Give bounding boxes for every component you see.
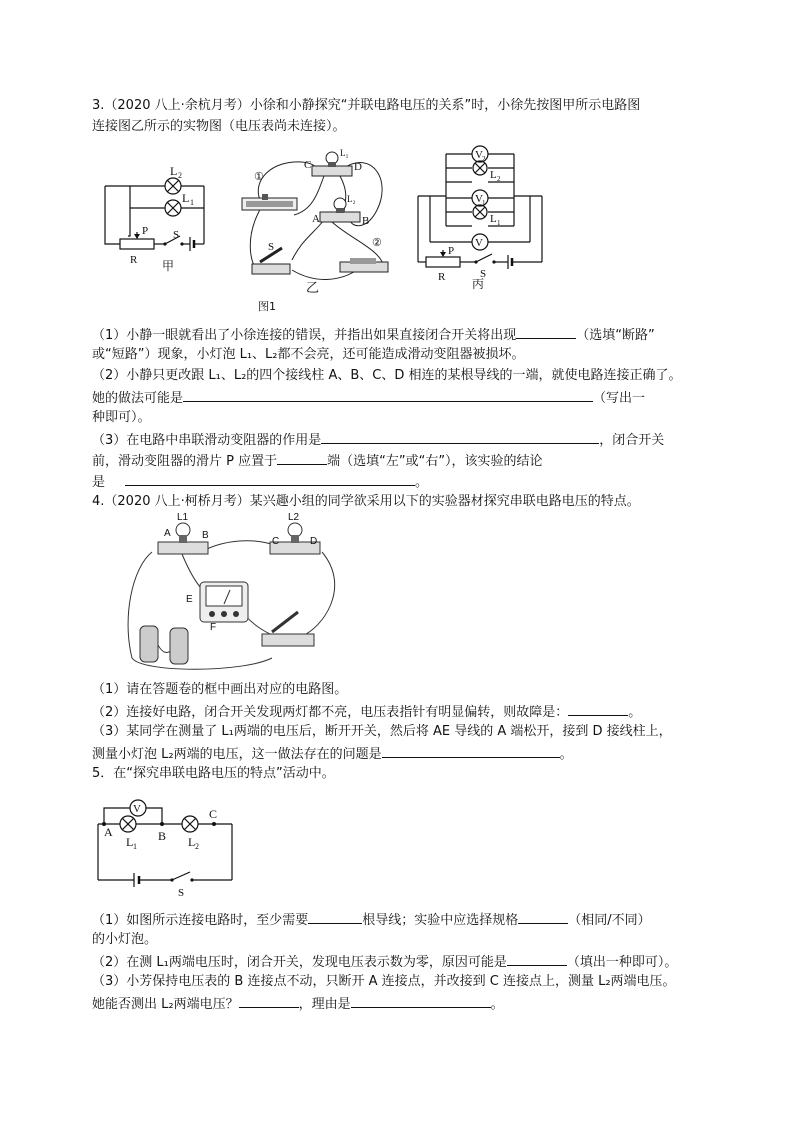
q3-part2-line2: 她的做法可能是 （写出一 <box>92 388 704 408</box>
jia-s-label: S <box>173 229 180 241</box>
q5-l1-sub: 1 <box>133 842 137 851</box>
figure1-caption: 图1 <box>258 300 276 313</box>
q3-title-line2: 连接图乙所示的实物图（电压表尚未连接）。 <box>92 119 346 134</box>
q5-answer-blank-2[interactable] <box>518 910 568 924</box>
q4-figure <box>122 508 342 676</box>
yi-a-label: A <box>312 213 320 225</box>
q5-answer-blank-3[interactable] <box>507 952 567 966</box>
q5-part3-line2: 她能否测出 L₂两端电压？ ，理由是 。 <box>92 994 704 1014</box>
q4-answer-blank-1[interactable] <box>568 702 628 716</box>
q4-a-label: A <box>164 528 171 539</box>
q4-answer-blank-2[interactable] <box>382 744 560 758</box>
q3-answer-blank-1[interactable] <box>516 325 576 339</box>
q3-figure-yi <box>232 140 402 315</box>
jia-p-label: P <box>142 225 149 237</box>
bing-caption: 丙 <box>472 277 485 290</box>
q4-part2: （2）连接好电路，闭合开关发现两灯都不亮，电压表指针有明显偏转，则故障是： 。 <box>92 702 704 722</box>
q5-a-label: A <box>104 825 113 839</box>
q5-part2: （2）在测 L₁两端电压时，闭合开关，发现电压表示数为零，原因可能是 （填出一种即可）。 <box>92 952 704 972</box>
bing-v2-label: V <box>475 149 483 161</box>
q5-figure <box>90 788 250 898</box>
yi-num2: ② <box>372 237 382 249</box>
q5-part1-line1: （1）如图所示连接电路时，至少需要 根导线；实验中应选择规格 （相同/不同） <box>92 910 704 930</box>
yi-b-label: B <box>362 215 370 227</box>
q4-b-label: B <box>202 530 209 541</box>
yi-d-label: D <box>354 161 362 173</box>
bing-v2-sub: 2 <box>482 155 486 163</box>
bing-r-label: R <box>438 271 446 283</box>
q3-figure-bing <box>410 140 550 290</box>
q4-l1-label: L1 <box>177 512 189 523</box>
yi-caption: 乙 <box>306 281 320 296</box>
jia-l2-label: L <box>170 164 178 178</box>
q4-l2-label: L2 <box>288 512 300 523</box>
q5-part1-line2: 的小灯泡。 <box>92 932 158 947</box>
q3-answer-blank-2[interactable] <box>183 388 593 402</box>
q3-answer-blank-3[interactable] <box>321 430 599 444</box>
bing-s-label: S <box>480 268 487 280</box>
q5-v-label: V <box>133 803 141 815</box>
yi-l2-label: L₂ <box>347 194 356 204</box>
bing-v-label: V <box>475 237 483 249</box>
yi-l1-label: L₁ <box>340 148 349 158</box>
bing-v1-label: V <box>475 193 483 205</box>
q5-b-label: B <box>158 829 167 843</box>
jia-caption: 甲 <box>162 259 175 273</box>
q4-e-label: E <box>186 594 193 605</box>
jia-l1-sub: 1 <box>190 198 194 207</box>
q3-part3-line3: 是 。 <box>92 472 704 492</box>
q5-answer-blank-5[interactable] <box>351 994 491 1008</box>
q4-c-label: C <box>272 536 280 547</box>
q3-part3-line1: （3）在电路中串联滑动变阻器的作用是 ，闭合开关 <box>92 430 704 450</box>
q4-d-label: D <box>310 536 318 547</box>
q4-part3-line2: 测量小灯泡 L₂两端的电压，这一做法存在的问题是 。 <box>92 744 704 764</box>
jia-r-label: R <box>130 254 138 266</box>
q3-answer-blank-5[interactable] <box>125 472 415 486</box>
q3-figure-jia <box>100 148 230 278</box>
q5-c-label: C <box>209 807 218 821</box>
bing-l2-sub: 2 <box>497 175 501 183</box>
q3-title-line1: 3.（2020 八上·余杭月考）小徐和小静探究“并联电路电压的关系”时，小徐先按图甲所示电路图 <box>92 98 641 113</box>
bing-l1-label: L <box>490 213 497 225</box>
q5-l2-sub: 2 <box>195 842 199 851</box>
q5-answer-blank-4[interactable] <box>239 994 299 1008</box>
q5-l2-label: L <box>188 835 196 849</box>
q4-f-label: F <box>210 622 217 633</box>
q4-title: 4.（2020 八上·柯桥月考）某兴趣小组的同学欲采用以下的实验器材探究串联电路电压的特点。 <box>92 494 640 509</box>
q3-part3-line2: 前，滑动变阻器的滑片 P 应置于 端（选填“左”或“右”），该实验的结论 <box>92 451 704 471</box>
q3-answer-blank-4[interactable] <box>277 451 327 465</box>
jia-l2-sub: 2 <box>178 171 182 180</box>
q3-part1-line1: （1）小静一眼就看出了小徐连接的错误，并指出如果直接闭合开关将出现 （选填“断路” <box>92 325 704 345</box>
q3-part1-line2: 或“短路”）现象，小灯泡 L₁、L₂都不会亮，还可能造成滑动变阻器被损坏。 <box>92 347 525 362</box>
q5-s-label: S <box>178 887 185 898</box>
q3-part2-line3: 种即可）。 <box>92 410 151 425</box>
q4-part3-line1: （3）某同学在测量了 L₁两端的电压后，断开开关，然后将 AE 导线的 A 端松开，接到 D 接线柱上， <box>92 724 672 739</box>
bing-v1-sub: 1 <box>482 199 486 207</box>
yi-s-label: S <box>268 241 275 253</box>
q5-part3-line1: （3）小芳保持电压表的 B 连接点不动，只断开 A 连接点，并改接到 C 连接点上，测量 L₂两端电压。 <box>92 974 676 989</box>
bing-p-label: P <box>448 245 455 257</box>
yi-num1: ① <box>254 171 264 183</box>
q5-answer-blank-1[interactable] <box>308 910 362 924</box>
yi-c-label: C <box>304 159 312 171</box>
bing-l2-label: L <box>490 169 497 181</box>
q3-part2-line1: （2）小静只更改跟 L₁、L₂的四个接线柱 A、B、C、D 相连的某根导线的一端，就使电路连接正确了。 <box>92 368 682 383</box>
q5-title: 5．在“探究串联电路电压的特点”活动中。 <box>92 766 335 781</box>
jia-l1-label: L <box>182 191 190 205</box>
bing-l1-sub: 1 <box>497 219 501 227</box>
q4-part1: （1）请在答题卷的框中画出对应的电路图。 <box>92 682 348 697</box>
q5-l1-label: L <box>126 835 134 849</box>
